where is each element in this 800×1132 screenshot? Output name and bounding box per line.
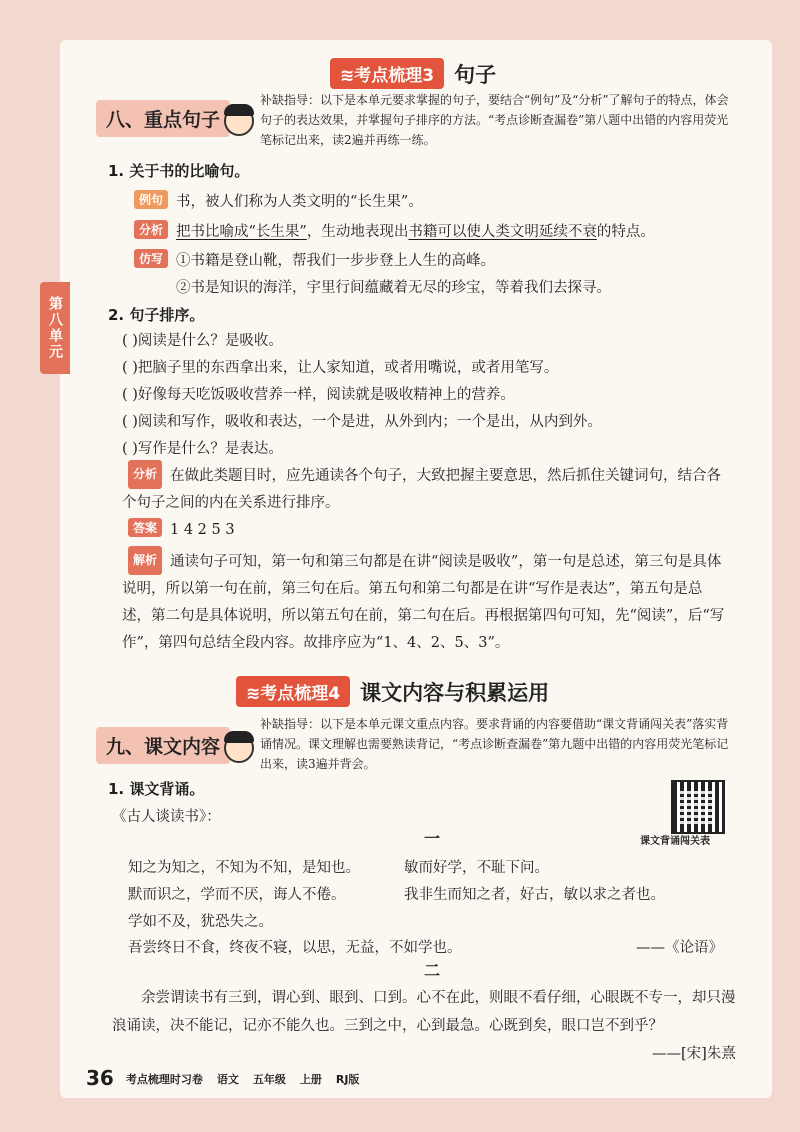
kp3-header	[330, 58, 496, 89]
unit-side-tab: 第八单元	[40, 282, 70, 374]
q2-item: ( )写作是什么？是表达。	[122, 441, 283, 457]
q2-analysis-text: 在做此类题目时，应先通读各个句子，大致把握主要意思，然后抓住关键词句，结合各个句子之间的内在关系进行排序。	[122, 468, 722, 511]
kp4-header	[236, 676, 549, 707]
q1-imitate-row	[134, 249, 495, 270]
verse-line: 敏而好学，不耻下问。	[404, 860, 549, 876]
analysis-tag: 分析	[128, 460, 162, 489]
analysis-tag: 分析	[134, 220, 168, 239]
part2-number: 二	[424, 961, 441, 980]
q1-analysis-a: 把书比喻成“长生果”	[176, 224, 307, 240]
footer-item: RJ版	[335, 1073, 360, 1086]
q2-item: ( )好像每天吃饭吸收营养一样，阅读就是吸收精神上的营养。	[122, 387, 515, 403]
footer-item: 语文	[216, 1073, 239, 1086]
q1-example-row	[134, 190, 423, 211]
example-tag: 例句	[134, 190, 168, 209]
q2-explain-text: 通读句子可知，第一句和第三句都是在讲“阅读是吸收”，第一句是总述，第三句是具体说明，所以第一句在前，第三句在后。第五句和第二句都是在讲“写作是表达”，第五句是总述，第二句是具体说明，所以第五句在前，第二句在后。再根据第四句可知，先“阅读”，后“写作”，第四句总结全段内容。故排序应为“1、4、2、5、3”。	[122, 554, 725, 651]
page-number: 36	[86, 1066, 114, 1090]
part1-number: 一	[424, 829, 441, 848]
sec9-guide: 补缺指导：以下是本单元课文重点内容。要求背诵的内容要借助“课文背诵闯关表”落实背诵情况。课文理解也需要熟读背记，“考点诊断查漏卷”第九题中出错的内容用荧光笔标记出来，读3遍并背会。	[260, 717, 729, 771]
q2-item: ( )把脑子里的东西拿出来，让人家知道，或者用嘴说，或者用笔写。	[122, 360, 559, 376]
footer-item: 上册	[299, 1073, 322, 1086]
source-zhuxi: ——[宋]朱熹	[652, 1046, 736, 1062]
sec9-heading: 九、课文内容	[96, 727, 230, 764]
q1-analysis-d: 的特点。	[596, 224, 655, 240]
qr-code-icon[interactable]	[671, 780, 725, 834]
q2-answer: 1 4 2 5 3	[170, 522, 235, 538]
q1-imitate-2: ②书是知识的海洋，宇里行间蕴藏着无尽的珍宝，等着我们去探寻。	[176, 280, 611, 296]
page-footer	[86, 1066, 373, 1090]
source-lunyu: ——《论语》	[636, 940, 723, 956]
q1-imitate-1: ①书籍是登山靴，帮我们一步步登上人生的高峰。	[176, 253, 496, 269]
q2-analysis	[122, 460, 726, 517]
book-title: 《古人谈读书》：	[112, 809, 221, 825]
verse-line: 学如不及，犹恐失之。	[128, 914, 273, 930]
recite-title: 1. 课文背诵。	[108, 780, 205, 798]
verse-line: 默而识之，学而不厌，诲人不倦。	[128, 887, 346, 903]
q1-example: 书，被人们称为人类文明的“长生果”。	[176, 194, 423, 210]
q1-analysis-b: ，生动地表现出	[306, 224, 409, 240]
verse-line: 吾尝终日不食，终夜不寝，以思，无益，不如学也。	[128, 940, 462, 956]
student-avatar-icon	[224, 733, 254, 763]
zhuxi-paragraph: 余尝谓读书有三到，谓心到、眼到、口到。心不在此，则眼不看仔细，心眼既不专一，却只漫浪诵读，决不能记，记亦不能久也。三到之中，心到最急。心既到矣，眼口岂不到乎？	[112, 990, 736, 1034]
kp4-badge: ≋考点梳理4	[236, 676, 350, 707]
qr-caption: 课文背诵闯关表	[640, 836, 710, 847]
imitate-tag: 仿写	[134, 249, 168, 268]
q2-item: ( )阅读和写作，吸收和表达，一个是进，从外到内；一个是出，从内到外。	[122, 414, 602, 430]
answer-tag: 答案	[128, 518, 162, 537]
q2-item: ( )阅读是什么？是吸收。	[122, 333, 283, 349]
footer-item: 考点梳理时习卷	[125, 1073, 203, 1086]
q1-analysis-c: 书籍可以使人类文明延续不衰	[408, 224, 597, 240]
q2-answer-row	[128, 518, 235, 538]
kp3-badge: ≋考点梳理3	[330, 58, 444, 89]
q2-explain	[122, 546, 726, 657]
sec8-guide: 补缺指导：以下是本单元要求掌握的句子，要结合“例句”及“分析”了解句子的特点，体会句子的表达效果，并掌握句子排序的方法。“考点诊断查漏卷”第八题中出错的内容用荧光笔标记出来，读2遍并再练一练。	[260, 93, 729, 147]
kp3-title: 句子	[454, 62, 497, 87]
q1-title: 1. 关于书的比喻句。	[108, 162, 250, 180]
verse-line: 我非生而知之者，好古，敏以求之者也。	[404, 887, 665, 903]
q1-analysis-row	[134, 220, 655, 241]
sec8-heading: 八、重点句子	[96, 100, 230, 137]
verse-line: 知之为知之，不知为不知，是知也。	[128, 860, 360, 876]
kp4-title: 课文内容与积累运用	[360, 680, 550, 705]
student-avatar-icon	[224, 106, 254, 136]
explain-tag: 解析	[128, 546, 162, 575]
footer-item: 五年级	[252, 1073, 286, 1086]
q2-title: 2. 句子排序。	[108, 306, 205, 324]
